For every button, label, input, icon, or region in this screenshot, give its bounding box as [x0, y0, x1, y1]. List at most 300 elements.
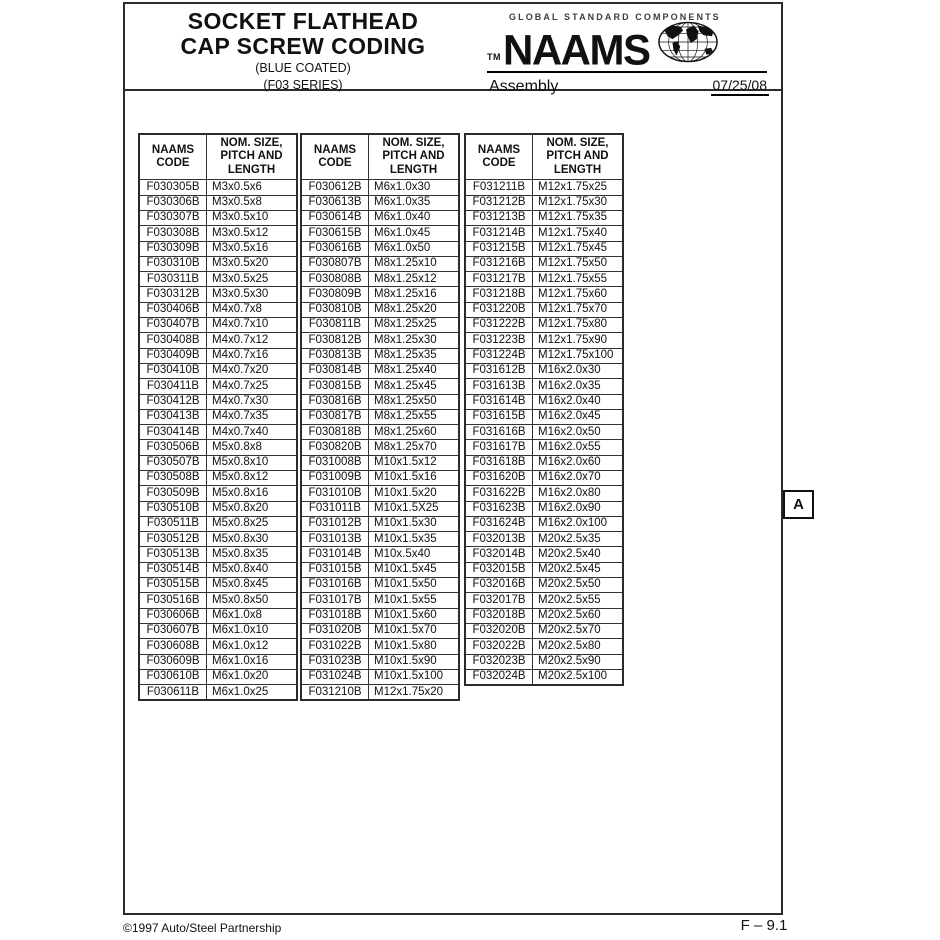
table-row [465, 562, 623, 577]
naams-code-cell: F031009B [301, 471, 369, 486]
naams-code-cell: F030615B [301, 226, 369, 241]
nom-size-cell: M5x0.8x20 [207, 501, 298, 516]
nom-size-cell: M5x0.8x40 [207, 562, 298, 577]
table-row [139, 532, 297, 547]
footer-page-number: F – 9.1 [740, 917, 788, 934]
table-row [139, 455, 297, 470]
naams-logo-block [487, 8, 779, 96]
table-row [465, 578, 623, 593]
table-row [139, 302, 297, 317]
naams-code-cell: F030514B [139, 562, 207, 577]
nom-size-cell: M20x2.5x35 [533, 532, 624, 547]
nom-size-cell: M4x0.7x30 [207, 394, 298, 409]
table-row [301, 394, 459, 409]
table-row [139, 440, 297, 455]
nom-size-cell: M20x2.5x55 [533, 593, 624, 608]
naams-code-cell: F030807B [301, 256, 369, 271]
naams-code-cell: F030507B [139, 455, 207, 470]
nom-size-cell: M6x1.0x8 [207, 608, 298, 623]
table-row [301, 363, 459, 378]
naams-code-cell: F031617B [465, 440, 533, 455]
nom-size-cell: M5x0.8x25 [207, 516, 298, 531]
nom-size-cell: M5x0.8x30 [207, 532, 298, 547]
naams-code-cell: F032016B [465, 578, 533, 593]
table-row [301, 333, 459, 348]
title-block [125, 9, 481, 93]
table-row [301, 210, 459, 225]
naams-code-cell: F031616B [465, 425, 533, 440]
naams-code-cell: F031622B [465, 486, 533, 501]
nom-size-cell: M8x1.25x16 [369, 287, 460, 302]
table-row [301, 639, 459, 654]
naams-code-cell: F030308B [139, 226, 207, 241]
table-row [301, 486, 459, 501]
table-row [465, 318, 623, 333]
nom-size-cell: M5x0.8x35 [207, 547, 298, 562]
naams-code-cell: F031222B [465, 318, 533, 333]
table-row [301, 685, 459, 701]
nom-size-cell: M8x1.25x40 [369, 363, 460, 378]
naams-code-cell: F030810B [301, 302, 369, 317]
nom-size-cell: M20x2.5x45 [533, 562, 624, 577]
naams-code-cell: F030616B [301, 241, 369, 256]
column-header: NAAMS CODE [465, 134, 533, 180]
code-table-3 [464, 133, 624, 686]
naams-code-cell: F030516B [139, 593, 207, 608]
table-row [465, 379, 623, 394]
column-header: NOM. SIZE, PITCH AND LENGTH [533, 134, 624, 180]
table-row [139, 210, 297, 225]
nom-size-cell: M10x1.5x12 [369, 455, 460, 470]
brand-name: NAAMS [503, 25, 650, 74]
table-row [465, 669, 623, 685]
table-row [139, 394, 297, 409]
naams-code-cell: F030512B [139, 532, 207, 547]
table-row [139, 547, 297, 562]
naams-code-cell: F032014B [465, 547, 533, 562]
nom-size-cell: M6x1.0x30 [369, 180, 460, 195]
naams-code-cell: F030610B [139, 669, 207, 684]
nom-size-cell: M12x1.75x40 [533, 226, 624, 241]
table-row [465, 440, 623, 455]
naams-code-cell: F031213B [465, 210, 533, 225]
nom-size-cell: M12x1.75x25 [533, 180, 624, 195]
nom-size-cell: M20x2.5x50 [533, 578, 624, 593]
table-row [465, 287, 623, 302]
naams-code-cell: F030808B [301, 272, 369, 287]
nom-size-cell: M12x1.75x45 [533, 241, 624, 256]
naams-code-cell: F030511B [139, 516, 207, 531]
nom-size-cell: M20x2.5x100 [533, 669, 624, 685]
subtitle-coating: (BLUE COATED) [255, 60, 351, 75]
nom-size-cell: M8x1.25x45 [369, 379, 460, 394]
table-row [465, 363, 623, 378]
table-row [139, 516, 297, 531]
table-row [465, 302, 623, 317]
table-row [465, 210, 623, 225]
nom-size-cell: M6x1.0x16 [207, 654, 298, 669]
naams-code-cell: F031615B [465, 409, 533, 424]
nom-size-cell: M6x1.0x12 [207, 639, 298, 654]
nom-size-cell: M6x1.0x20 [207, 669, 298, 684]
table-row [139, 195, 297, 210]
naams-code-cell: F030508B [139, 471, 207, 486]
naams-code-cell: F032013B [465, 532, 533, 547]
table-row [139, 226, 297, 241]
nom-size-cell: M4x0.7x10 [207, 318, 298, 333]
naams-code-cell: F032022B [465, 639, 533, 654]
naams-code-cell: F032024B [465, 669, 533, 685]
table-row [465, 241, 623, 256]
table-row [139, 333, 297, 348]
table-row [301, 379, 459, 394]
naams-code-cell: F031008B [301, 455, 369, 470]
table-row [139, 578, 297, 593]
table-row [139, 272, 297, 287]
nom-size-cell: M5x0.8x50 [207, 593, 298, 608]
naams-code-cell: F030814B [301, 363, 369, 378]
table-row [139, 654, 297, 669]
page-frame [123, 2, 783, 915]
table-row [139, 256, 297, 271]
table-row [465, 256, 623, 271]
nom-size-cell: M4x0.7x12 [207, 333, 298, 348]
nom-size-cell: M20x2.5x40 [533, 547, 624, 562]
table-row [301, 578, 459, 593]
nom-size-cell: M10x1.5x90 [369, 654, 460, 669]
table-row [301, 455, 459, 470]
nom-size-cell: M10x1.5x45 [369, 562, 460, 577]
nom-size-cell: M8x1.25x12 [369, 272, 460, 287]
naams-code-cell: F031022B [301, 639, 369, 654]
naams-code-cell: F031218B [465, 287, 533, 302]
table-row [301, 562, 459, 577]
nom-size-cell: M5x0.8x12 [207, 471, 298, 486]
naams-code-cell: F031020B [301, 623, 369, 638]
naams-code-cell: F030412B [139, 394, 207, 409]
table-row [301, 348, 459, 363]
nom-size-cell: M10x1.5x70 [369, 623, 460, 638]
nom-size-cell: M10x1.5x80 [369, 639, 460, 654]
table-row [465, 532, 623, 547]
table-row [301, 241, 459, 256]
naams-code-cell: F032018B [465, 608, 533, 623]
table-row [465, 547, 623, 562]
table-row [139, 425, 297, 440]
naams-code-cell: F031011B [301, 501, 369, 516]
naams-code-cell: F030411B [139, 379, 207, 394]
table-row [139, 409, 297, 424]
table-row [301, 287, 459, 302]
naams-code-cell: F030809B [301, 287, 369, 302]
nom-size-cell: M10x1.5x30 [369, 516, 460, 531]
table-row [301, 195, 459, 210]
naams-code-cell: F031017B [301, 593, 369, 608]
table-row [139, 685, 297, 701]
table-row [139, 608, 297, 623]
nom-size-cell: M3x0.5x6 [207, 180, 298, 195]
nom-size-cell: M8x1.25x35 [369, 348, 460, 363]
table-row [465, 639, 623, 654]
nom-size-cell: M3x0.5x20 [207, 256, 298, 271]
table-row [465, 180, 623, 195]
naams-code-cell: F031220B [465, 302, 533, 317]
nom-size-cell: M4x0.7x40 [207, 425, 298, 440]
nom-size-cell: M5x0.8x16 [207, 486, 298, 501]
table-row [301, 608, 459, 623]
nom-size-cell: M16x2.0x80 [533, 486, 624, 501]
naams-code-cell: F032020B [465, 623, 533, 638]
naams-code-cell: F031210B [301, 685, 369, 701]
naams-code-cell: F030608B [139, 639, 207, 654]
nom-size-cell: M12x1.75x50 [533, 256, 624, 271]
table-row [465, 195, 623, 210]
table-row [301, 471, 459, 486]
naams-code-cell: F032015B [465, 562, 533, 577]
nom-size-cell: M10x1.5x16 [369, 471, 460, 486]
naams-code-cell: F030306B [139, 195, 207, 210]
naams-code-cell: F030609B [139, 654, 207, 669]
table-row [465, 425, 623, 440]
nom-size-cell: M12x1.75x70 [533, 302, 624, 317]
naams-code-cell: F031223B [465, 333, 533, 348]
table-row [465, 455, 623, 470]
nom-size-cell: M12x1.75x90 [533, 333, 624, 348]
nom-size-cell: M16x2.0x55 [533, 440, 624, 455]
nom-size-cell: M3x0.5x8 [207, 195, 298, 210]
column-header: NOM. SIZE, PITCH AND LENGTH [369, 134, 460, 180]
naams-code-cell: F031217B [465, 272, 533, 287]
nom-size-cell: M3x0.5x16 [207, 241, 298, 256]
table-row [139, 363, 297, 378]
table-row [301, 516, 459, 531]
nom-size-cell: M3x0.5x12 [207, 226, 298, 241]
table-row [465, 516, 623, 531]
nom-size-cell: M20x2.5x80 [533, 639, 624, 654]
department-row [487, 77, 769, 96]
nom-size-cell: M5x0.8x8 [207, 440, 298, 455]
naams-code-cell: F030506B [139, 440, 207, 455]
naams-code-cell: F030413B [139, 409, 207, 424]
naams-code-cell: F031010B [301, 486, 369, 501]
naams-code-cell: F030811B [301, 318, 369, 333]
naams-code-cell: F030309B [139, 241, 207, 256]
nom-size-cell: M8x1.25x55 [369, 409, 460, 424]
naams-code-cell: F030813B [301, 348, 369, 363]
table-row [301, 440, 459, 455]
table-row [465, 333, 623, 348]
table-row [139, 318, 297, 333]
nom-size-cell: M12x1.75x60 [533, 287, 624, 302]
naams-code-cell: F030815B [301, 379, 369, 394]
naams-code-cell: F030408B [139, 333, 207, 348]
nom-size-cell: M12x1.75x100 [533, 348, 624, 363]
nom-size-cell: M4x0.7x20 [207, 363, 298, 378]
table-row [301, 226, 459, 241]
nom-size-cell: M8x1.25x25 [369, 318, 460, 333]
nom-size-cell: M4x0.7x8 [207, 302, 298, 317]
naams-code-cell: F031212B [465, 195, 533, 210]
table-row [301, 654, 459, 669]
table-row [301, 272, 459, 287]
nom-size-cell: M20x2.5x70 [533, 623, 624, 638]
revision-date: 07/25/08 [711, 77, 770, 96]
table-row [465, 608, 623, 623]
table-row [139, 471, 297, 486]
naams-code-cell: F031620B [465, 471, 533, 486]
nom-size-cell: M16x2.0x100 [533, 516, 624, 531]
table-row [139, 562, 297, 577]
header-row [465, 134, 623, 180]
nom-size-cell: M16x2.0x40 [533, 394, 624, 409]
naams-code-cell: F031012B [301, 516, 369, 531]
table-row [465, 409, 623, 424]
naams-code-cell: F030509B [139, 486, 207, 501]
nom-size-cell: M10x1.5X25 [369, 501, 460, 516]
nom-size-cell: M5x0.8x10 [207, 455, 298, 470]
nom-size-cell: M3x0.5x30 [207, 287, 298, 302]
naams-code-cell: F031013B [301, 532, 369, 547]
table-row [139, 241, 297, 256]
naams-code-cell: F031624B [465, 516, 533, 531]
table-row [465, 593, 623, 608]
nom-size-cell: M10x1.5x60 [369, 608, 460, 623]
naams-code-cell: F031014B [301, 547, 369, 562]
table-row [465, 501, 623, 516]
nom-size-cell: M16x2.0x45 [533, 409, 624, 424]
naams-code-cell: F030414B [139, 425, 207, 440]
naams-code-cell: F031216B [465, 256, 533, 271]
naams-code-cell: F031015B [301, 562, 369, 577]
naams-code-cell: F031023B [301, 654, 369, 669]
page-title-line2: CAP SCREW CODING [180, 32, 426, 59]
table-row [301, 180, 459, 195]
table-row [301, 501, 459, 516]
table-row [139, 180, 297, 195]
nom-size-cell: M10x1.5x20 [369, 486, 460, 501]
subtitle-series: (F03 SERIES) [263, 77, 343, 92]
logo-tagline: GLOBAL STANDARD COMPONENTS [509, 12, 721, 22]
table-row [139, 623, 297, 638]
naams-code-cell: F030820B [301, 440, 369, 455]
naams-code-cell: F031215B [465, 241, 533, 256]
page-header [125, 4, 781, 95]
nom-size-cell: M6x1.0x40 [369, 210, 460, 225]
naams-code-cell: F032023B [465, 654, 533, 669]
nom-size-cell: M8x1.25x50 [369, 394, 460, 409]
naams-code-cell: F030407B [139, 318, 207, 333]
nom-size-cell: M4x0.7x16 [207, 348, 298, 363]
table-row [139, 348, 297, 363]
nom-size-cell: M16x2.0x60 [533, 455, 624, 470]
code-table-1 [138, 133, 298, 701]
table-row [139, 639, 297, 654]
nom-size-cell: M10x1.5x35 [369, 532, 460, 547]
naams-code-cell: F030510B [139, 501, 207, 516]
nom-size-cell: M4x0.7x25 [207, 379, 298, 394]
nom-size-cell: M4x0.7x35 [207, 409, 298, 424]
nom-size-cell: M6x1.0x10 [207, 623, 298, 638]
naams-code-cell: F031613B [465, 379, 533, 394]
table-row [301, 593, 459, 608]
nom-size-cell: M16x2.0x90 [533, 501, 624, 516]
table-row [301, 302, 459, 317]
header-row [301, 134, 459, 180]
table-row [465, 654, 623, 669]
table-row [465, 471, 623, 486]
footer-copyright: ©1997 Auto/Steel Partnership [123, 921, 282, 935]
nom-size-cell: M8x1.25x30 [369, 333, 460, 348]
table-row [301, 425, 459, 440]
table-row [139, 501, 297, 516]
naams-code-cell: F030817B [301, 409, 369, 424]
naams-code-cell: F030812B [301, 333, 369, 348]
naams-code-cell: F030310B [139, 256, 207, 271]
naams-code-cell: F031214B [465, 226, 533, 241]
naams-code-cell: F030305B [139, 180, 207, 195]
table-row [139, 287, 297, 302]
nom-size-cell: M3x0.5x25 [207, 272, 298, 287]
table-row [465, 623, 623, 638]
table-row [139, 379, 297, 394]
table-row [139, 669, 297, 684]
nom-size-cell: M16x2.0x70 [533, 471, 624, 486]
naams-code-cell: F030606B [139, 608, 207, 623]
naams-code-cell: F030406B [139, 302, 207, 317]
table-row [139, 593, 297, 608]
naams-code-cell: F031614B [465, 394, 533, 409]
nom-size-cell: M12x1.75x55 [533, 272, 624, 287]
department-label: Assembly [489, 78, 559, 95]
nom-size-cell: M6x1.0x35 [369, 195, 460, 210]
naams-code-cell: F030312B [139, 287, 207, 302]
nom-size-cell: M6x1.0x25 [207, 685, 298, 701]
brand-row [487, 20, 779, 74]
nom-size-cell: M12x1.75x80 [533, 318, 624, 333]
nom-size-cell: M10x1.5x100 [369, 669, 460, 684]
naams-code-cell: F031018B [301, 608, 369, 623]
naams-code-cell: F030613B [301, 195, 369, 210]
naams-code-cell: F030311B [139, 272, 207, 287]
zone-marker-a: A [783, 490, 814, 519]
naams-code-cell: F030607B [139, 623, 207, 638]
nom-size-cell: M10x1.5x50 [369, 578, 460, 593]
naams-code-cell: F030614B [301, 210, 369, 225]
nom-size-cell: M6x1.0x50 [369, 241, 460, 256]
nom-size-cell: M10x.5x40 [369, 547, 460, 562]
nom-size-cell: M12x1.75x35 [533, 210, 624, 225]
naams-code-cell: F031024B [301, 669, 369, 684]
naams-code-cell: F030410B [139, 363, 207, 378]
table-row [301, 532, 459, 547]
table-row [301, 669, 459, 684]
table-row [465, 486, 623, 501]
table-row [301, 623, 459, 638]
nom-size-cell: M12x1.75x30 [533, 195, 624, 210]
nom-size-cell: M16x2.0x50 [533, 425, 624, 440]
naams-code-cell: F030816B [301, 394, 369, 409]
table-row [465, 348, 623, 363]
nom-size-cell: M10x1.5x55 [369, 593, 460, 608]
table-row [465, 226, 623, 241]
nom-size-cell: M12x1.75x20 [369, 685, 460, 701]
table-row [139, 486, 297, 501]
nom-size-cell: M8x1.25x20 [369, 302, 460, 317]
code-table-2 [300, 133, 460, 701]
table-row [465, 272, 623, 287]
trademark-label: TM [487, 52, 501, 62]
naams-code-cell: F030612B [301, 180, 369, 195]
